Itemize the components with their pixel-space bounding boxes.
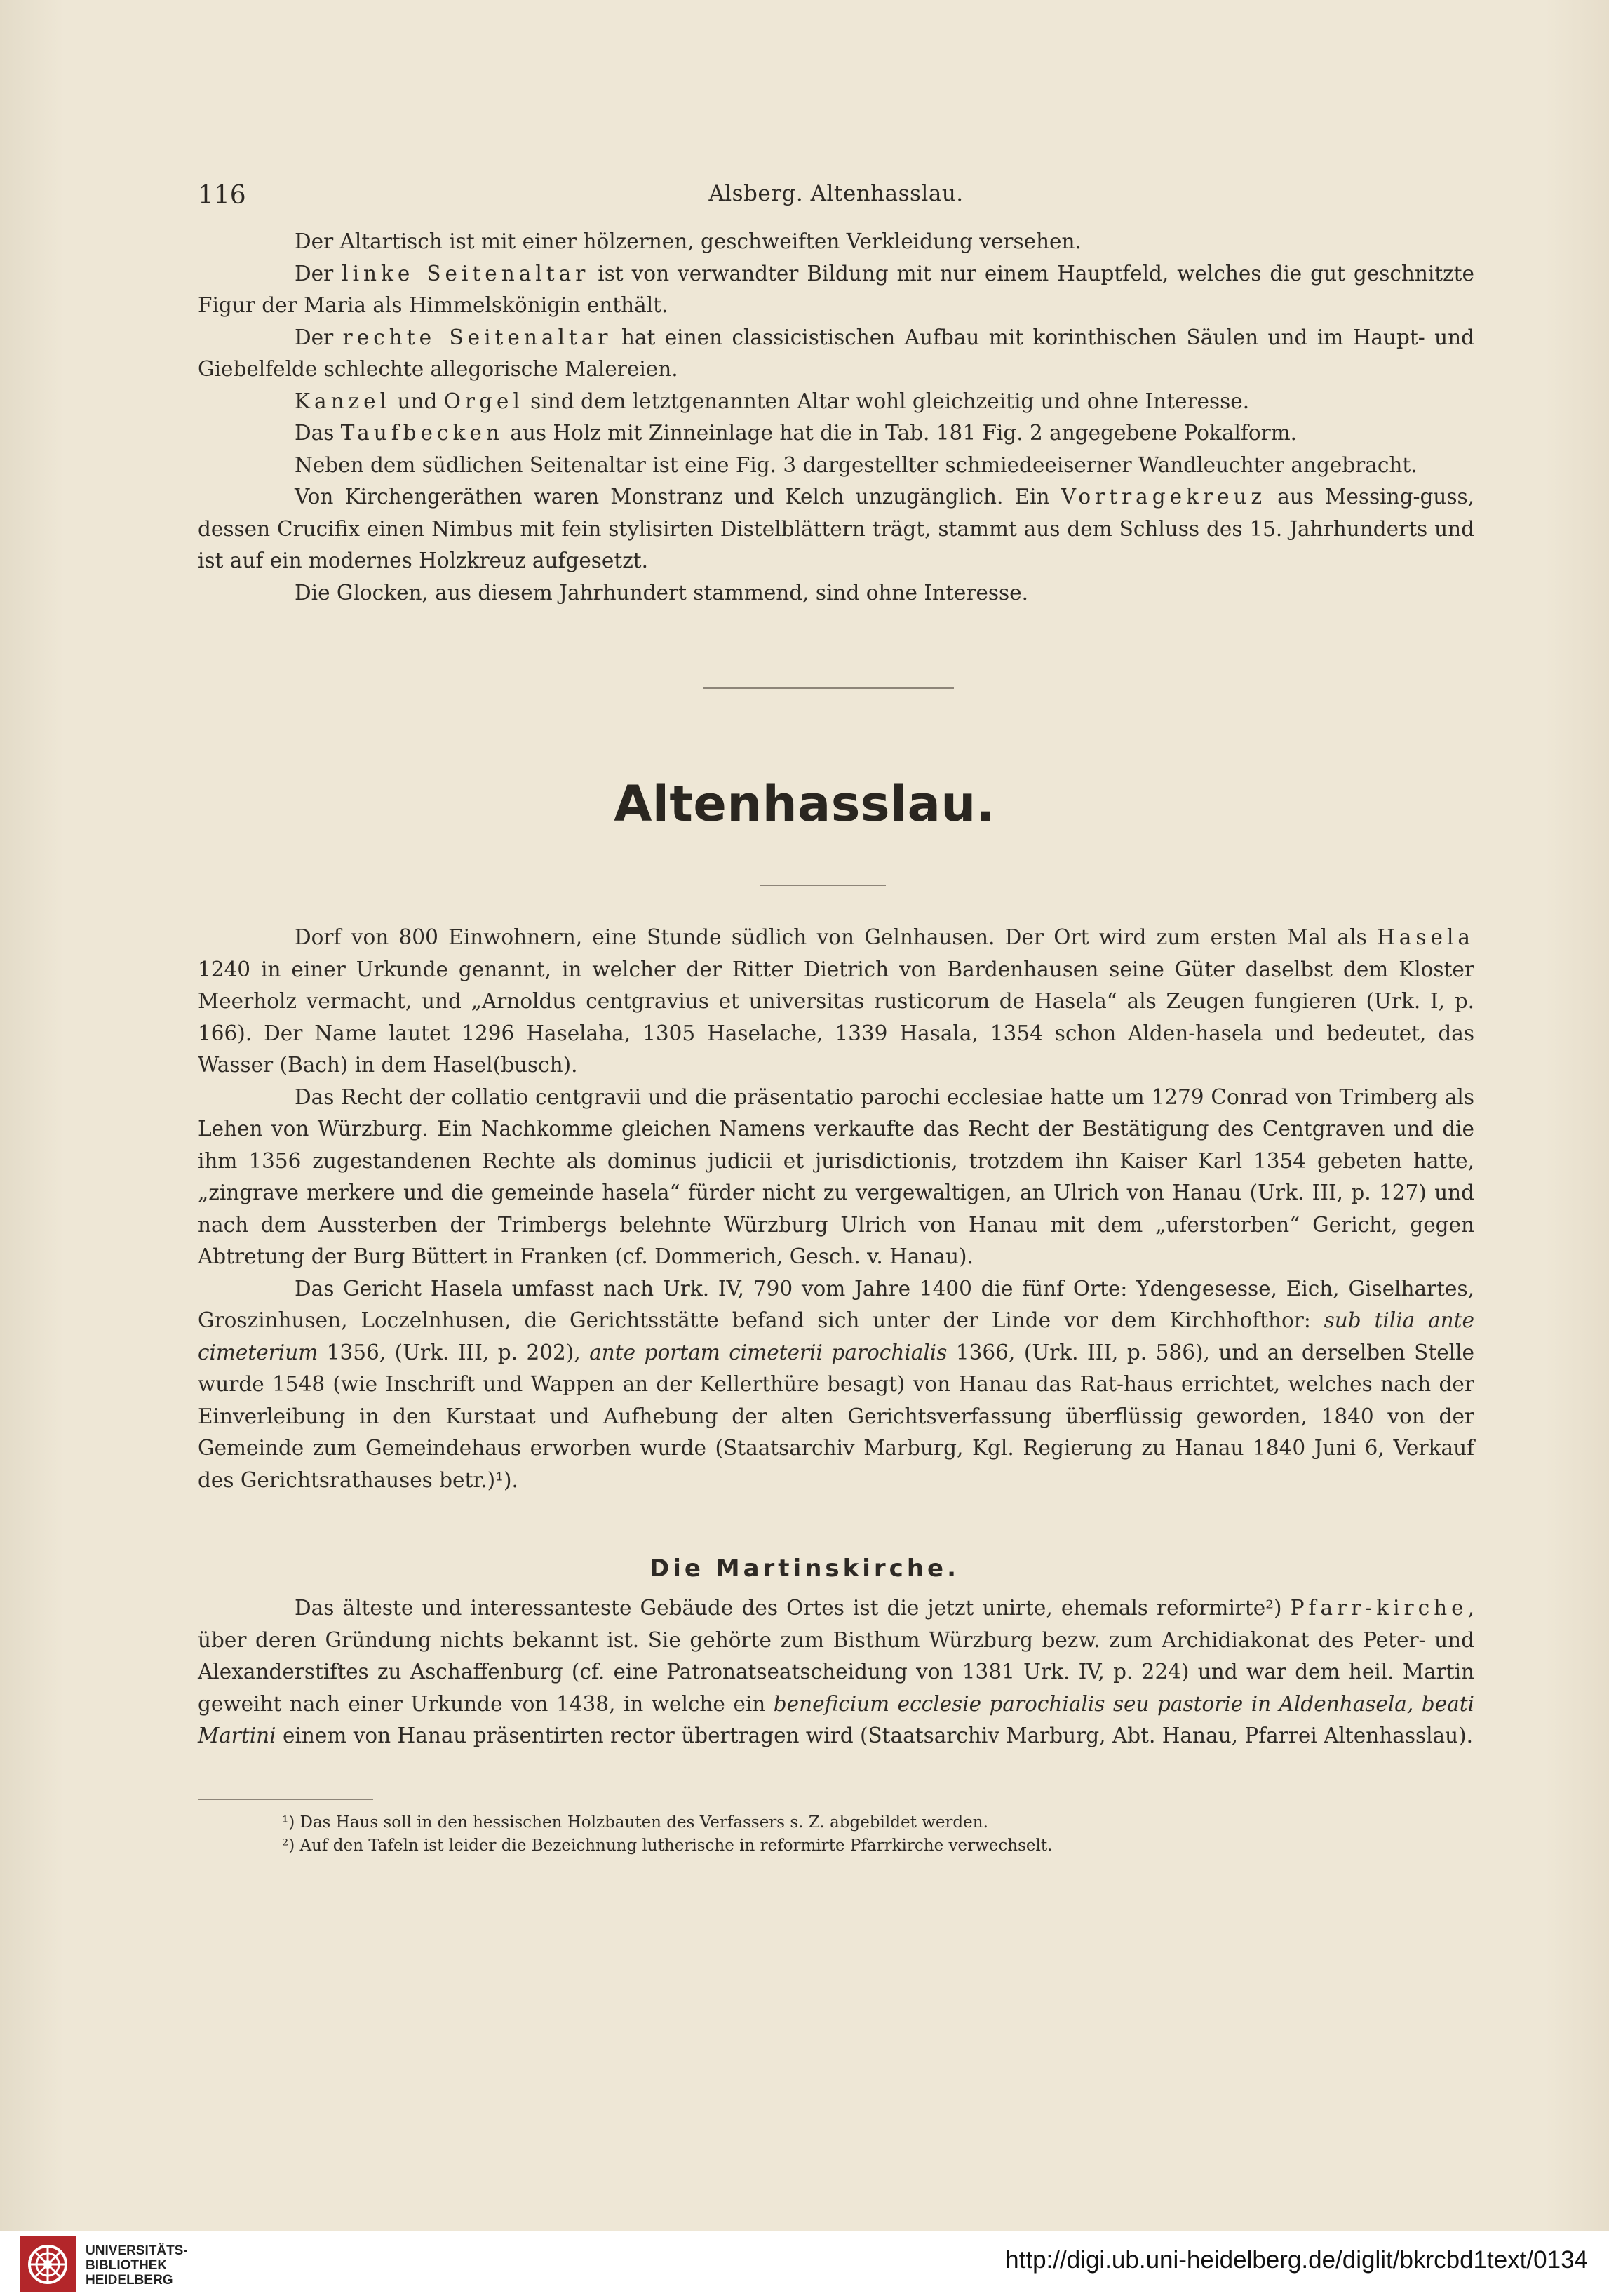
paragraph: Das Gericht Hasela umfasst nach Urk. IV, 790 vom Jahre 1400 die fünf Orte: Ydengesesse, Eich, Giselhartes, Groszinhusen, Loczelnhusen, die Gerichtsstätte befand sich unter der Linde vor dem Kirchhofthor: sub tilia ante cimeterium 1356, (Urk. III, p. 202), ante portam cimeterii parochialis 1366, (Urk. III, p. 586), und an derselben Stelle wurde 1548 (wie Inschrift und Wappen an der Kellerthüre besagt) von Hanau das Rat-haus errichtet, welches nach der Einverleibung in den Kurstaat und Aufhebung der alten Gerichtsverfassung überflüssig geworden, 1840 von der Gemeinde zum Gemeindehaus erworben wurde (Staatsarchiv Marburg, Kgl. Regierung zu Hanau 1840 Juni 6, Verkauf des Gerichtsrathauses betr.)¹). — [198, 1276, 1474, 1492]
paragraph: Neben dem südlichen Seitenaltar ist eine Fig. 3 dargestellter schmiedeeiserner Wandleuchter angebracht. — [295, 452, 1418, 477]
paragraph: Das Recht der collatio centgravii und die präsentatio parochi ecclesiae hatte um 1279 Conrad von Trimberg als Lehen von Würzburg. Ein Nachkomme gleichen Namens verkaufte das Recht der Bestätigung des Centgraven und die ihm 1356 zugestandenen Rechte als dominus judicii et jurisdictionis, trotzdem ihn Kaiser Karl 1354 gebeten hatte, „zingrave merkere und die gemeinde hasela“ fürder nicht zu vergewaltigen, an Ulrich von Hanau (Urk. III, p. 127) und nach dem Aussterben der Trimbergs belehnte Würzburg Ulrich von Hanau mit dem „uferstorben“ Gericht, gegen Abtretung der Burg Büttert in Franken (cf. Dommerich, Gesch. v. Hanau). — [198, 1085, 1474, 1268]
paragraph: Das älteste und interessanteste Gebäude des Ortes ist die jetzt unirte, ehemals reformirte²) Pfarr-kirche, über deren Gründung nichts bekannt ist. Sie gehörte zum Bisthum Würzburg bezw. zum Archidiakonat des Peter- und Alexanderstiftes zu Aschaffenburg (cf. eine Patronatseatscheidung von 1381 Urk. IV, p. 224) und war dem heil. Martin geweiht nach einer Urkunde von 1438, in welche ein beneficium ecclesie parochialis seu pastorie in Aldenhasela, beati Martini einem von Hanau präsentirten rector übertragen wird (Staatsarchiv Marburg, Abt. Hanau, Pfarrei Altenhasslau). — [198, 1596, 1474, 1747]
paragraph: Kanzel und Orgel sind dem letztgenannten Altar wohl gleichzeitig und ohne Interesse. — [295, 389, 1250, 413]
church-section — [198, 1592, 1474, 1752]
intro-section — [198, 922, 1474, 1496]
altar-section — [198, 226, 1474, 609]
paragraph: Die Glocken, aus diesem Jahrhundert stammend, sind ohne Interesse. — [295, 580, 1028, 605]
paragraph: Der linke Seitenaltar ist von verwandter Bildung mit nur einem Hauptfeld, welches die gut geschnitzte Figur der Maria als Himmelskönigin enthält. — [198, 261, 1474, 317]
paragraph: Von Kirchengeräthen waren Monstranz und Kelch unzugänglich. Ein Vortragekreuz aus Messing-guss, dessen Crucifix einen Nimbus mit fein stylisirten Distelblättern trägt, stammt aus dem Schluss des 15. Jahrhunderts und ist auf ein modernes Holzkreuz aufgesetzt. — [198, 485, 1475, 572]
permalink-url[interactable]: http://digi.ub.uni-heidelberg.de/diglit/bkrcbd1text/0134 — [1005, 2246, 1588, 2274]
footer-bar — [0, 2231, 1609, 2296]
running-head: Alsberg. Altenhasslau. — [708, 181, 964, 206]
page-number: 116 — [198, 181, 246, 210]
footnote: ²) Auf den Tafeln ist leider die Bezeichnung lutherische in reformirte Pfarrkirche verwechselt. — [282, 1837, 1053, 1855]
library-logo-text: UNIVERSITÄTS- BIBLIOTHEK HEIDELBERG — [86, 2243, 188, 2288]
footnote: ¹) Das Haus soll in den hessischen Holzbauten des Verfassers s. Z. abgebildet werden. — [282, 1813, 988, 1832]
paragraph: Dorf von 800 Einwohnern, eine Stunde südlich von Gelnhausen. Der Ort wird zum ersten Mal als Hasela 1240 in einer Urkunde genannt, in welcher der Ritter Dietrich von Bardenhausen seine Güter daselbst dem Kloster Meerholz vermacht, und „Arnoldus centgravius et universitas rusticorum de Hasela“ als Zeugen fungieren (Urk. I, p. 166). Der Name lautet 1296 Haselaha, 1305 Haselache, 1339 Hasala, 1354 schon Alden-hasela und bedeutet, das Wasser (Bach) in dem Hasel(busch). — [198, 925, 1474, 1077]
section-title: Altenhasslau. — [614, 775, 995, 833]
paragraph: Der rechte Seitenaltar hat einen classicistischen Aufbau mit korinthischen Säulen und im Haupt- und Giebelfelde schlechte allegorische Malereien. — [198, 325, 1474, 381]
section-divider — [703, 687, 954, 689]
title-underline — [760, 885, 886, 886]
paragraph: Der Altartisch ist mit einer hölzernen, geschweiften Verkleidung versehen. — [295, 229, 1082, 253]
subheading: Die Martinskirche. — [649, 1555, 960, 1583]
footnotes — [198, 1811, 1474, 1858]
paragraph: Das Taufbecken aus Holz mit Zinneinlage hat die in Tab. 181 Fig. 2 angegebene Pokalform. — [295, 421, 1298, 445]
page-header — [198, 181, 1474, 216]
footnote-rule — [198, 1799, 373, 1800]
university-seal-icon — [20, 2236, 76, 2292]
